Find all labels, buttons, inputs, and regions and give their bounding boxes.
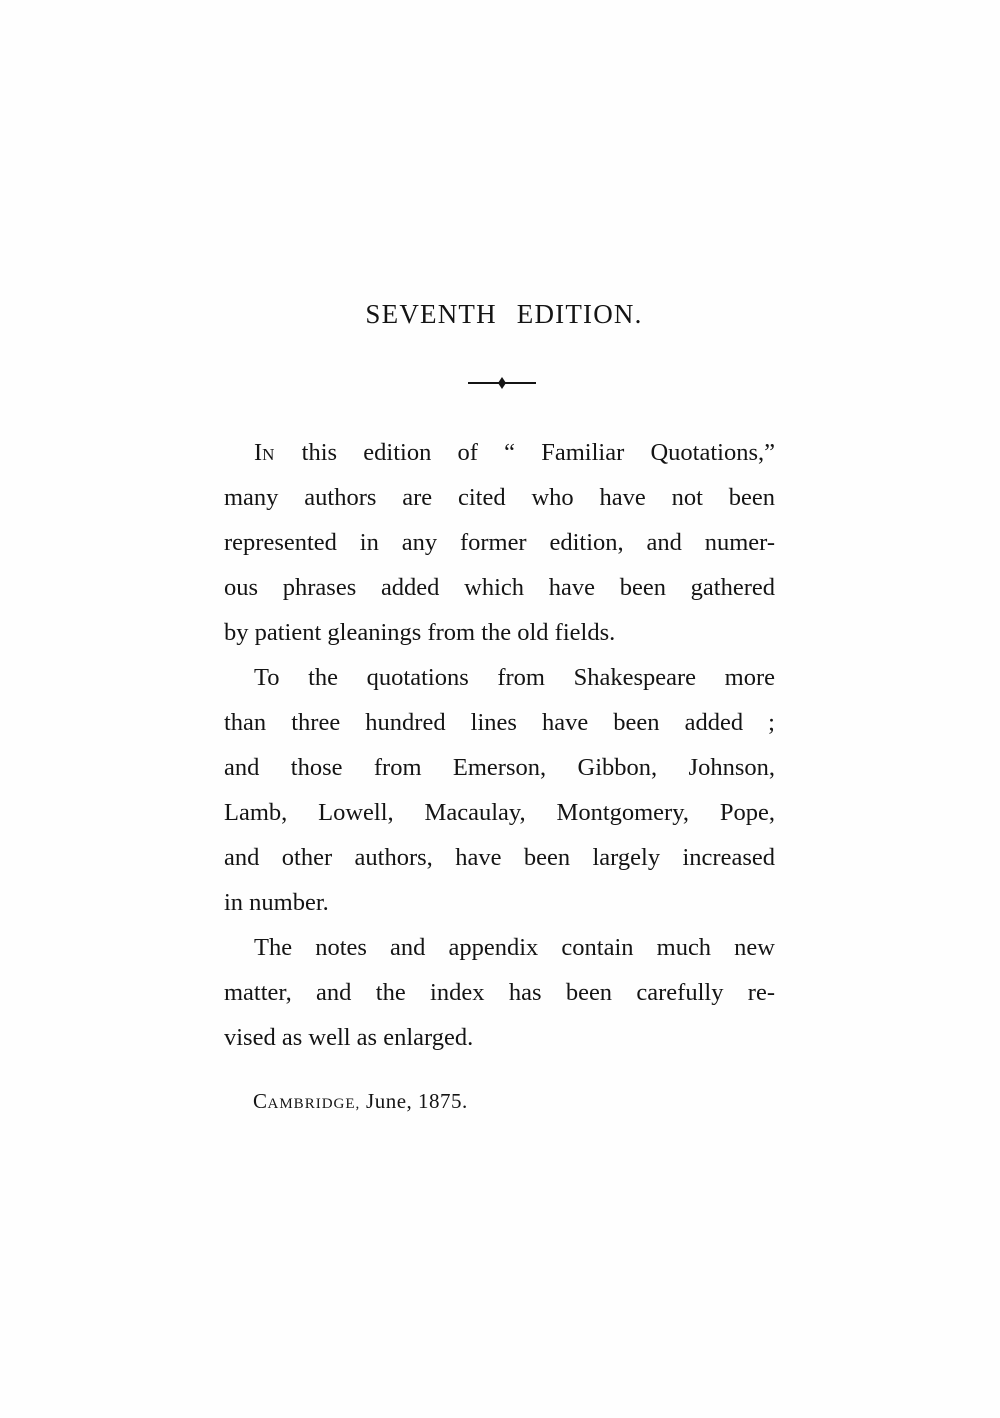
- text-line: and those from Emerson, Gibbon, Johnson,: [224, 754, 775, 781]
- paragraph-2: [224, 655, 775, 925]
- small-caps: N: [262, 445, 276, 464]
- text-line: represented in any former edition, and numer-: [224, 529, 775, 556]
- text-line: IN this edition of “ Familiar Quotations,”: [254, 439, 775, 466]
- text-line: ous phrases added which have been gathered: [224, 574, 775, 601]
- text-line: by patient gleanings from the old fields.: [224, 619, 616, 646]
- text-line: in number.: [224, 889, 329, 916]
- text-line: To the quotations from Shakespeare more: [254, 664, 775, 691]
- text-line: Lamb, Lowell, Macaulay, Montgomery, Pope,: [224, 799, 775, 826]
- text-line: than three hundred lines have been added ;: [224, 709, 775, 736]
- text-line: many authors are cited who have not been: [224, 484, 775, 511]
- paragraph-3: [224, 925, 775, 1060]
- text-line: The notes and appendix contain much new: [254, 934, 775, 961]
- drop-cap: I: [254, 439, 263, 466]
- text-line: and other authors, have been largely increased: [224, 844, 775, 871]
- text-line: vised as well as enlarged.: [224, 1024, 474, 1051]
- text-line: matter, and the index has been carefully re-: [224, 979, 775, 1006]
- paragraph-1: [224, 430, 775, 655]
- body-text: [224, 430, 775, 1060]
- signoff-place-date: CAMBRIDGE, June, 1875.: [253, 1089, 468, 1113]
- ornament-divider-icon: [468, 373, 536, 393]
- page-title: SEVENTH EDITION.: [365, 299, 643, 329]
